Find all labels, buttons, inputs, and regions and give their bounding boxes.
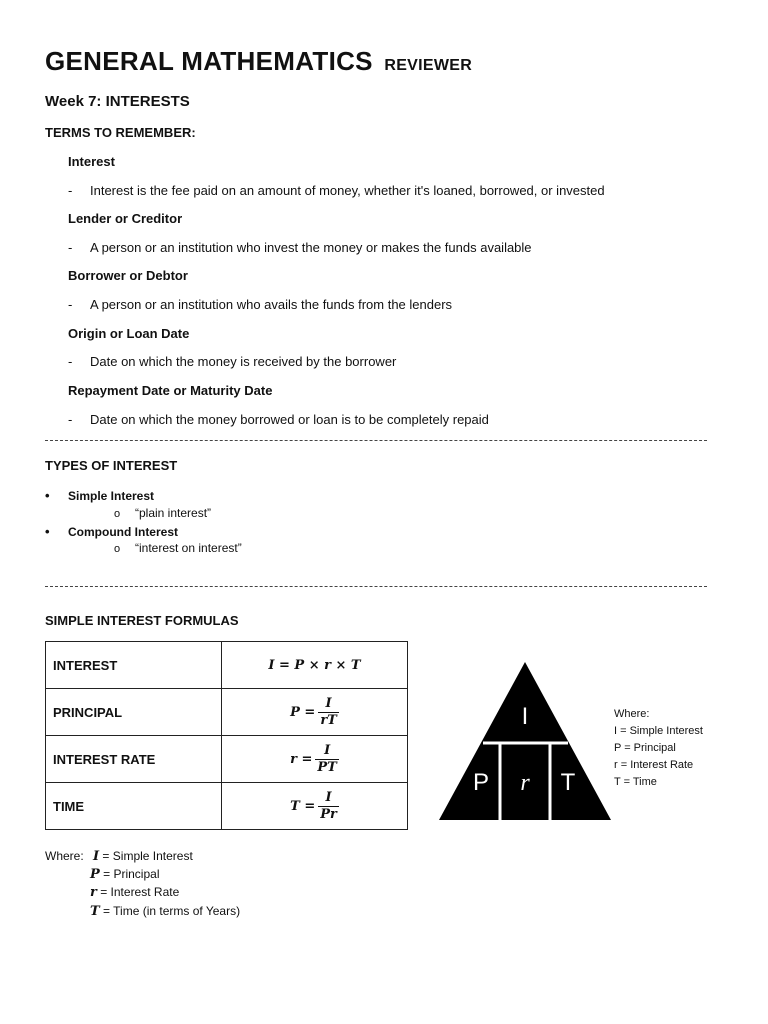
type-note: “plain interest”	[135, 506, 212, 520]
term-definition-lender	[68, 240, 532, 255]
formula-label: PRINCIPAL	[46, 689, 222, 736]
fraction-numerator: I	[315, 744, 338, 760]
term-title-repayment: Repayment Date or Maturity Date	[68, 383, 273, 398]
variable-meaning: Time (in terms of Years)	[113, 904, 241, 918]
dash-marker: -	[68, 240, 73, 255]
formulas-table	[45, 641, 408, 830]
legend-item: P = Principal	[614, 742, 676, 754]
definition-text: A person or an institution who invest the money or makes the funds available	[90, 240, 532, 255]
term-definition-origin	[68, 354, 396, 369]
table-row	[46, 689, 408, 736]
term-definition-interest	[68, 183, 605, 198]
term-definition-borrower	[68, 297, 452, 312]
week-heading: Week 7: INTERESTS	[45, 93, 190, 110]
fraction-numerator: I	[318, 791, 339, 807]
type-name: Simple Interest	[68, 489, 155, 503]
type-name: Compound Interest	[68, 525, 178, 539]
formula-label: INTEREST	[46, 642, 222, 689]
formula-cell	[222, 689, 408, 736]
equals-sign: =	[96, 885, 111, 899]
definition-text: Date on which the money is received by the borrower	[90, 354, 397, 369]
types-heading: TYPES OF INTEREST	[45, 458, 178, 473]
terms-heading: TERMS TO REMEMBER:	[45, 125, 196, 140]
variable-symbol: T	[90, 904, 100, 919]
fraction-numerator: I	[318, 697, 339, 713]
fraction	[318, 791, 339, 822]
dash-marker: -	[68, 183, 73, 198]
triangle-label-rate: r	[520, 770, 530, 796]
fraction-denominator: PT	[317, 759, 337, 775]
formula-lhs: P =	[290, 704, 316, 720]
term-definition-repayment	[68, 412, 489, 427]
fraction	[315, 744, 338, 775]
formula-label: INTEREST RATE	[46, 736, 222, 783]
formula-lhs: r =	[290, 751, 313, 767]
variable-meaning: Interest Rate	[110, 885, 180, 899]
sub-bullet-marker: o	[114, 543, 121, 555]
dash-marker: -	[68, 354, 73, 369]
formula-label: TIME	[46, 783, 222, 830]
type-compound-interest	[45, 524, 178, 539]
formula-lhs: T =	[290, 798, 316, 814]
formula-cell	[222, 642, 408, 689]
fraction-denominator: rT	[320, 712, 337, 728]
triangle-label-time: T	[560, 769, 576, 796]
where-item	[90, 867, 160, 882]
legend-item: I = Simple Interest	[614, 725, 703, 737]
page-title	[45, 46, 472, 77]
legend-item: T = Time	[614, 776, 657, 788]
formulas-heading: SIMPLE INTEREST FORMULAS	[45, 613, 239, 628]
dash-marker: -	[68, 412, 73, 427]
variable-symbol: I	[93, 849, 100, 864]
formula-lhs: I =	[268, 657, 290, 673]
table-row	[46, 736, 408, 783]
legend-item: r = Interest Rate	[614, 759, 694, 771]
definition-text: Date on which the money borrowed or loan is to be completely repaid	[90, 412, 489, 427]
interest-triangle-diagram	[436, 660, 614, 822]
table-row	[46, 783, 408, 830]
variable-meaning: Principal	[113, 867, 160, 881]
title-subtitle: REVIEWER	[384, 57, 473, 74]
where-item	[90, 904, 240, 919]
variable-symbol: r	[90, 885, 97, 900]
variable-meaning: Simple Interest	[112, 849, 193, 863]
type-simple-note	[114, 506, 211, 520]
definition-text: A person or an institution who avails the funds from the lenders	[90, 297, 453, 312]
fraction-denominator: Pr	[320, 806, 337, 822]
dash-marker: -	[68, 297, 73, 312]
term-title-interest: Interest	[68, 154, 115, 169]
type-simple-interest	[45, 488, 154, 503]
variable-symbol: P	[90, 867, 100, 882]
formula-cell	[222, 783, 408, 830]
type-compound-note	[114, 541, 242, 555]
where-label: Where:	[45, 849, 84, 863]
triangle-shape	[439, 662, 611, 820]
triangle-legend	[614, 706, 703, 791]
formula-cell	[222, 736, 408, 783]
where-item	[90, 885, 179, 900]
term-title-lender: Lender or Creditor	[68, 211, 183, 226]
definition-text: Interest is the fee paid on an amount of money, whether it's loaned, borrowed, or invested	[90, 183, 605, 198]
type-note: “interest on interest”	[135, 541, 242, 555]
triangle-label-principal: P	[472, 769, 490, 796]
formula-expr: P × r × T	[294, 657, 361, 673]
title-text: GENERAL MATHEMATICS	[45, 46, 373, 76]
equals-sign: =	[99, 904, 114, 918]
sub-bullet-marker: o	[114, 508, 121, 520]
table-row	[46, 642, 408, 689]
bullet-marker: •	[45, 524, 50, 539]
triangle-label-interest: I	[521, 703, 529, 730]
fraction	[318, 697, 339, 728]
where-item	[93, 849, 193, 864]
bullet-marker: •	[45, 488, 50, 503]
section-divider	[45, 586, 707, 587]
term-title-borrower: Borrower or Debtor	[68, 268, 188, 283]
equals-sign: =	[99, 867, 114, 881]
section-divider	[45, 440, 707, 441]
term-title-origin: Origin or Loan Date	[68, 326, 190, 341]
equals-sign: =	[99, 849, 113, 863]
legend-title: Where:	[614, 708, 650, 720]
